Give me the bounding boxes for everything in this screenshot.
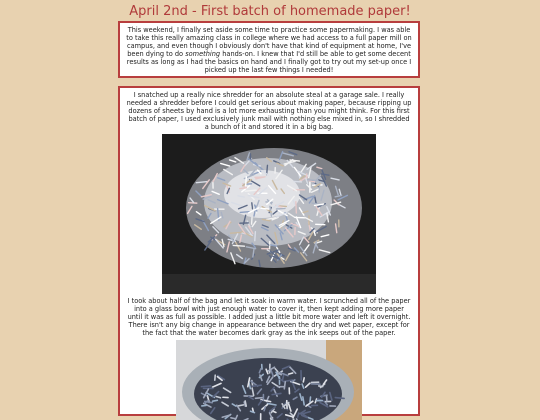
wet-paper-shred <box>245 401 246 406</box>
wet-paper-shred <box>310 397 311 402</box>
wet-paper-shred <box>289 373 293 374</box>
paper-shred <box>319 182 320 192</box>
wet-paper-shred <box>231 418 235 419</box>
paper-shred <box>240 212 249 213</box>
post-paragraph-1: I snatched up a really nice shredder for an absolute steal at a garage sale. I really needed a shredder before I could get serious about making paper, because ripping up dozens of sheets by hand is a lot more exhausting than you might think. For this first batch of paper, I used exclusively junk mail with nothing else mixed in, so I shredded a bunch of it and stored it in a big bag. <box>126 91 412 131</box>
paper-shred <box>255 232 256 241</box>
wet-paper-shred <box>213 400 218 401</box>
paper-shred <box>240 188 247 189</box>
wet-paper-shred <box>303 378 304 382</box>
wet-paper-shred <box>298 413 299 417</box>
paper-shred <box>233 245 244 246</box>
intro-paragraph <box>126 26 412 74</box>
wet-paper-shred <box>284 382 285 389</box>
wet-paper-shred <box>319 386 323 387</box>
intro-box <box>118 21 420 78</box>
wet-paper-shred <box>252 385 261 386</box>
paper-shred <box>252 203 253 209</box>
paper-shred <box>307 180 318 181</box>
soaking-paper-bowl-photo <box>176 340 362 420</box>
paper-shred <box>246 177 247 186</box>
post-paragraph-2: I took about half of the bag and let it soak in warm water. I scrunched all of the paper into a glass bowl with just enough water to cover it, then kept adding more paper until it was as full as possible. I added just a little bit more water and left it overnight. There isn't any big change in appearance between the dry and wet paper, except for the fact that the water becomes dark gray as the ink seeps out of the paper. <box>126 297 412 337</box>
page-title: April 2nd - First batch of homemade paper! <box>0 4 540 19</box>
shredded-paper-bag-photo <box>162 134 376 294</box>
paper-shred <box>261 208 269 209</box>
post-box <box>118 86 420 416</box>
intro-text-before: This weekend, I finally set aside some time to practice some papermaking. I was able to take this really amazing class in college where we had access to a full paper mill on campus, and even though I obviously don't have that kind of equipment at home, I've been dying to do <box>126 26 411 58</box>
wet-paper-shred <box>239 405 244 406</box>
wet-paper-shred <box>201 386 210 387</box>
paper-shred <box>276 208 285 209</box>
wet-paper-shred <box>255 398 262 399</box>
wet-paper-shred <box>335 398 344 399</box>
paper-shred <box>230 232 241 233</box>
intro-emphasis: something <box>185 50 220 58</box>
intro-text-after: hands-on. I knew that I'd still be able to get some decent results as long as I had the basics on hand and I finally got to try out my set-up once I picked up the last few things I needed! <box>127 50 411 74</box>
paper-shred <box>296 202 297 213</box>
